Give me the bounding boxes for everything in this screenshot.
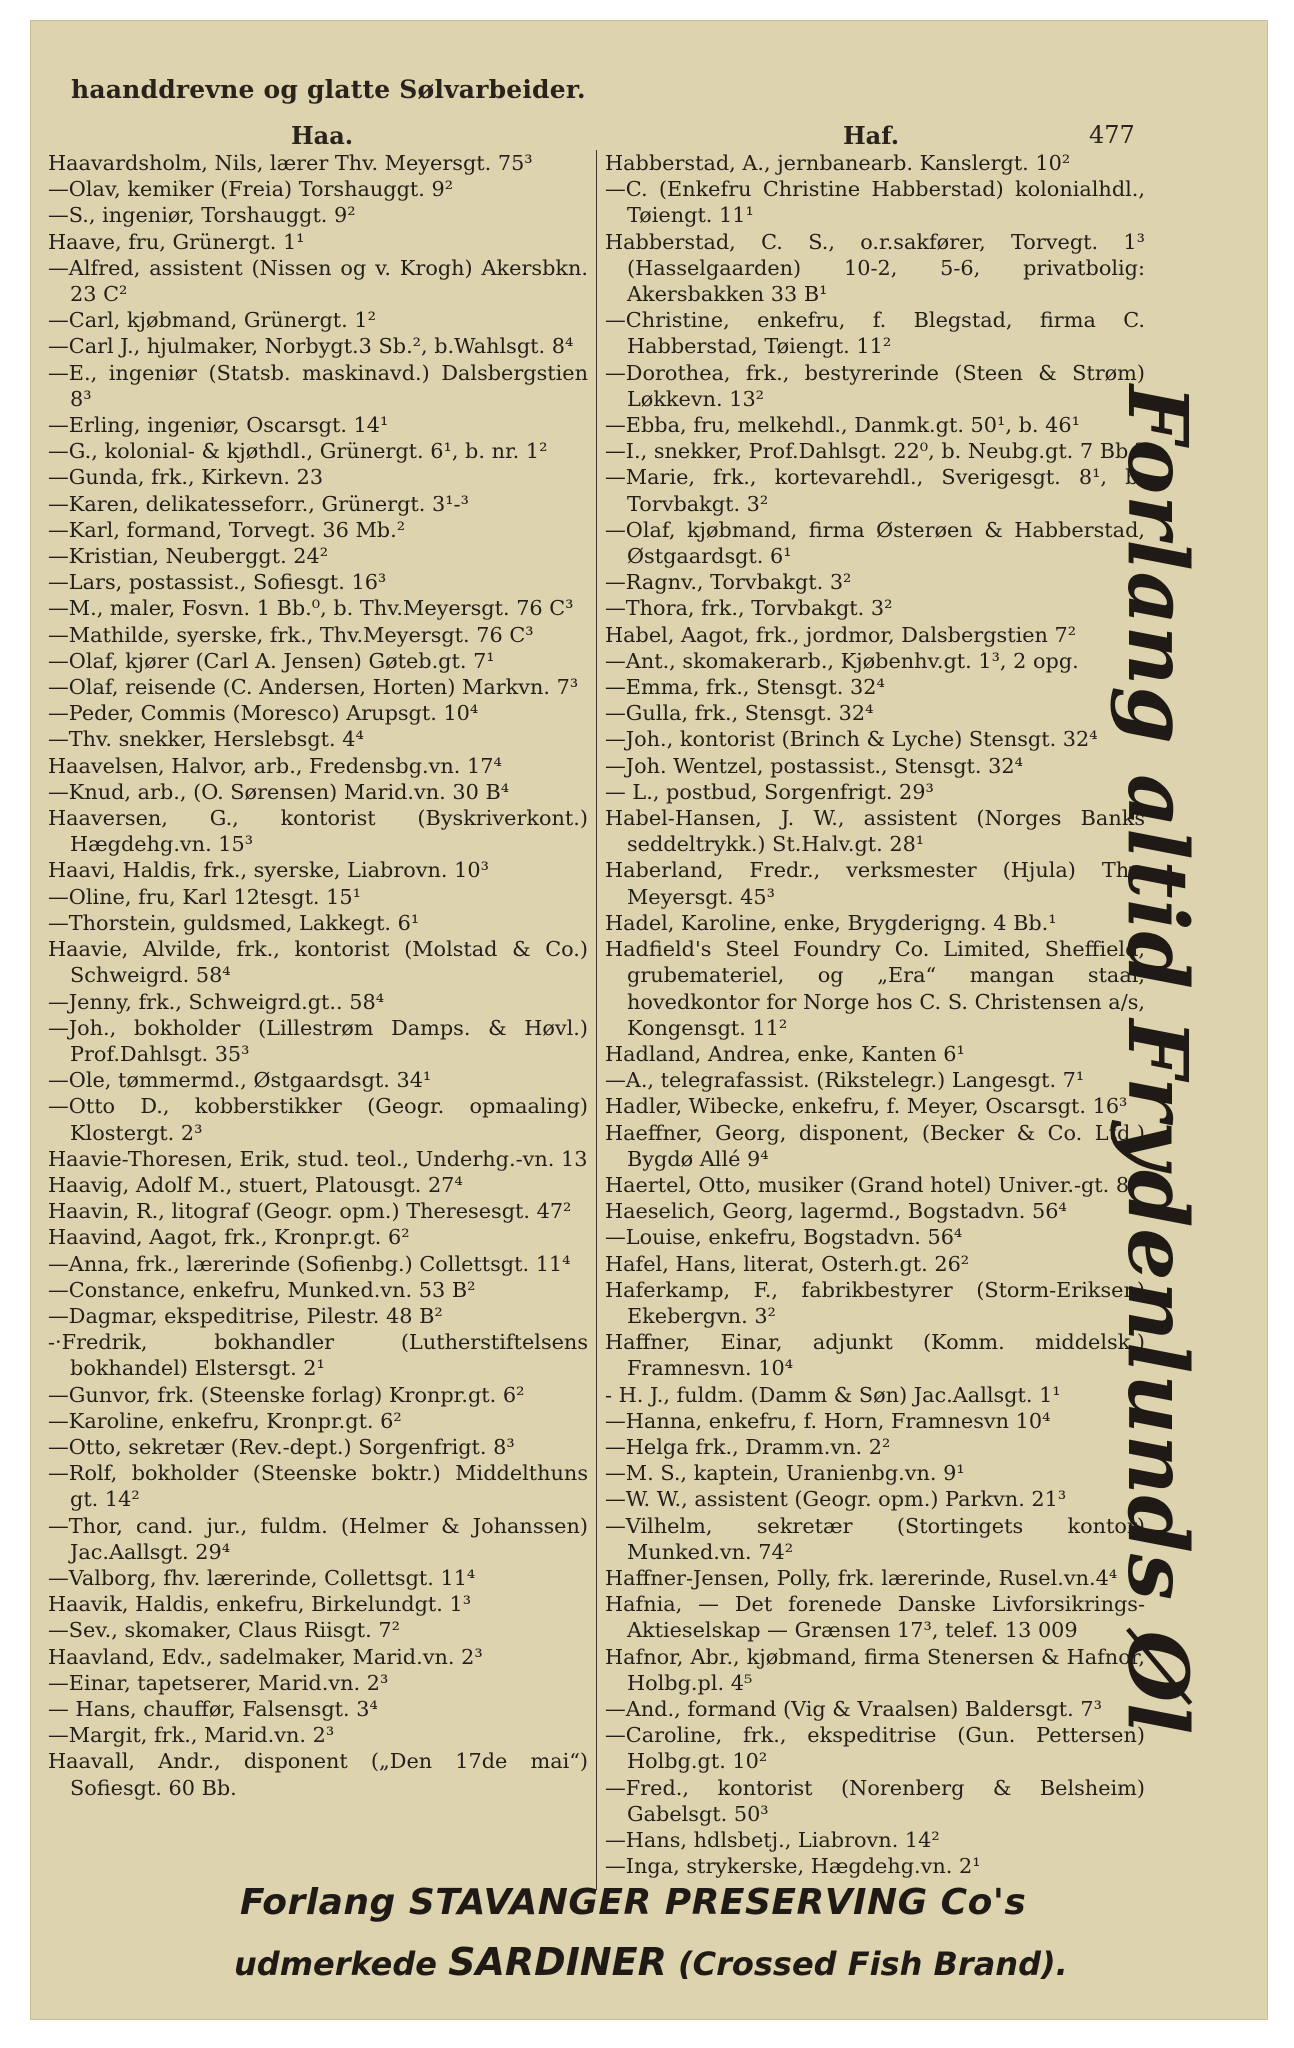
directory-entry: Hafnor, Abr., kjøbmand, firma Stenersen & Hafnor, Holbg.pl. 4⁵	[605, 1644, 1145, 1695]
directory-entry: Haavik, Haldis, enkefru, Birkelundgt. 1³	[48, 1592, 472, 1617]
directory-entry: —Ebba, fru, melkehdl., Danmk.gt. 50¹, b. 46¹	[605, 413, 1080, 438]
directory-entry: —Otto D., kobberstikker (Geogr. opmaaling) Klostergt. 2³	[48, 1094, 588, 1145]
directory-entry: Habel, Aagot, frk., jordmor, Dalsbergstien 7²	[605, 622, 1077, 647]
directory-entry: —W. W., assistent (Geogr. opm.) Parkvn. 21³	[605, 1487, 1067, 1512]
directory-entry: Haavig, Adolf M., stuert, Platousgt. 27⁴	[48, 1172, 463, 1197]
header-right: Haf.	[843, 121, 900, 150]
directory-entry: Haavelsen, Halvor, arb., Fredensbg.vn. 17⁴	[48, 753, 502, 778]
directory-entry: —Olaf, kjører (Carl A. Jensen) Gøteb.gt. 7¹	[48, 648, 495, 673]
directory-entry: —Erling, ingeniør, Oscarsgt. 14¹	[48, 413, 389, 438]
bottom-ad-line2	[234, 1940, 1068, 1984]
directory-entry: —Marie, frk., kortevarehdl., Sverigesgt. 8¹, b. Torvbakgt. 3²	[605, 465, 1145, 516]
directory-entry: —Christine, enkefru, f. Blegstad, firma C. Habberstad, Tøiengt. 11²	[605, 308, 1145, 359]
directory-entry: —Caroline, frk., ekspeditrise (Gun. Pettersen) Holbg.gt. 10²	[605, 1723, 1145, 1774]
bottom-ad-suffix: (Crossed Fish Brand).	[678, 1945, 1068, 1983]
directory-entry: — L., postbud, Sorgenfrigt. 29³	[605, 779, 934, 804]
bottom-ad-main: SARDINER	[448, 1940, 667, 1984]
directory-entry: —Joh. Wentzel, postassist., Stensgt. 32⁴	[605, 753, 1023, 778]
header-left: Haa.	[291, 121, 354, 150]
directory-entry: —Inga, strykerske, Hægdehg.vn. 2¹	[605, 1854, 981, 1879]
directory-entry: —Thv. snekker, Herslebsgt. 4⁴	[48, 727, 364, 752]
vertical-ad	[1082, 384, 1232, 1736]
directory-entry: Habberstad, A., jernbanearb. Kanslergt. 10²	[605, 151, 1071, 175]
directory-entry: Hadel, Karoline, enke, Brygderigng. 4 Bb.¹	[605, 910, 1057, 935]
directory-entry: Hafel, Hans, literat, Osterh.gt. 26²	[605, 1251, 970, 1276]
directory-entry: Hadfield's Steel Foundry Co. Limited, Sheffield, grubemateriel, og „Era“ mangan staal, hovedkontor for Norge hos C. S. Christensen a/s, Kongensgt. 11²	[605, 937, 1145, 1040]
directory-entry: —Thora, frk., Torvbakgt. 3²	[605, 596, 893, 621]
directory-entry: —Sev., skomaker, Claus Riisgt. 7²	[48, 1618, 400, 1643]
directory-entry: - H. J., fuldm. (Damm & Søn) Jac.Aallsgt. 1¹	[605, 1382, 1061, 1407]
directory-entry: —Alfred, assistent (Nissen og v. Krogh) Akersbkn. 23 C²	[48, 255, 588, 307]
directory-entry: —Ant., skomakerarb., Kjøbenhv.gt. 1³, 2 opg.	[605, 648, 1079, 673]
directory-entry: Habel-Hansen, J. W., assistent (Norges Banks seddeltrykk.) St.Halv.gt. 28¹	[605, 806, 1145, 857]
directory-entry: —E., ingeniør (Statsb. maskinavd.) Dalsbergstien 8³	[48, 360, 588, 411]
bottom-ad-line1: Forlang STAVANGER PRESERVING Co's	[240, 1882, 1027, 1923]
directory-entry: Haffner-Jensen, Polly, frk. lærerinde, Rusel.vn.4⁴	[605, 1565, 1118, 1590]
directory-entry: Haberland, Fredr., verksmester (Hjula) Thv. Meyersgt. 45³	[605, 858, 1145, 909]
directory-entry: —Anna, frk., lærerinde (Sofienbg.) Collettsgt. 11⁴	[48, 1251, 571, 1276]
directory-entry: Haeselich, Georg, lagermd., Bogstadvn. 56⁴	[605, 1199, 1067, 1224]
directory-entry: Habberstad, C. S., o.r.sakfører, Torvegt. 1³ (Hasselgaarden) 10-2, 5-6, privatbolig: Akersbakken 33 B¹	[605, 229, 1145, 307]
directory-entry: Haffner, Einar, adjunkt (Komm. middelsk.) Framnesvn. 10⁴	[605, 1330, 1145, 1381]
directory-entry: —Olav, kemiker (Freia) Torshauggt. 9²	[48, 177, 454, 202]
directory-entry: —I., snekker, Prof.Dahlsgt. 22⁰, b. Neubg.gt. 7 Bb.²	[605, 439, 1144, 464]
directory-entry: —C. (Enkefru Christine Habberstad) kolonialhdl., Tøiengt. 11¹	[605, 177, 1145, 228]
directory-entry: —Gunvor, frk. (Steenske forlag) Kronpr.gt. 6²	[48, 1382, 525, 1407]
directory-entry: —Olaf, kjøbmand, firma Østerøen & Habberstad, Østgaardsgt. 6¹	[605, 517, 1145, 569]
directory-entry: —Hanna, enkefru, f. Horn, Framnesvn 10⁴	[605, 1408, 1051, 1433]
directory-entry: —Vilhelm, sekretær (Stortingets kontor) Munked.vn. 74²	[605, 1513, 1145, 1564]
directory-entry: —Dagmar, ekspeditrise, Pilestr. 48 B²	[48, 1303, 443, 1328]
directory-entry: Haavardsholm, Nils, lærer Thv. Meyersgt. 75³	[48, 151, 533, 175]
directory-entry: —Karoline, enkefru, Kronpr.gt. 6²	[48, 1408, 402, 1433]
directory-entry: —Olaf, reisende (C. Andersen, Horten) Markvn. 7³	[48, 675, 579, 700]
directory-entry: —G., kolonial- & kjøthdl., Grünergt. 6¹, b. nr. 1²	[48, 439, 548, 464]
directory-entry: —A., telegrafassist. (Rikstelegr.) Langesgt. 7¹	[605, 1068, 1085, 1093]
directory-entry: Haavie, Alvilde, frk., kontorist (Molstad & Co.) Schweigrd. 58⁴	[48, 937, 588, 988]
directory-entry: — Hans, chauffør, Falsensgt. 3⁴	[48, 1696, 378, 1721]
directory-entry: —Carl J., hjulmaker, Norbygt.3 Sb.², b.Wahlsgt. 8⁴	[48, 334, 574, 359]
directory-entry: Haavland, Edv., sadelmaker, Marid.vn. 2³	[48, 1644, 483, 1669]
directory-entry: Haferkamp, F., fabrikbestyrer (Storm-Eriksen) Ekebergvn. 3²	[605, 1277, 1145, 1328]
directory-entry: Haavin, R., litograf (Geogr. opm.) Theresesgt. 47²	[48, 1199, 572, 1224]
directory-entry: —Ragnv., Torvbakgt. 3²	[605, 570, 852, 595]
directory-entry: —Carl, kjøbmand, Grünergt. 1²	[48, 308, 376, 333]
directory-entry: —Mathilde, syerske, frk., Thv.Meyersgt. 76 C³	[48, 622, 534, 647]
bottom-ad-prefix: udmerkede	[234, 1945, 437, 1983]
directory-entry: —Karl, formand, Torvegt. 36 Mb.²	[48, 517, 406, 542]
directory-entry: —Helga frk., Dramm.vn. 2²	[605, 1434, 891, 1459]
directory-entry: —Joh., kontorist (Brinch & Lyche) Stensgt. 32⁴	[605, 727, 1098, 752]
directory-entry: —And., formand (Vig & Vraalsen) Baldersgt. 7³	[605, 1696, 1102, 1721]
top-line: haanddrevne og glatte Sølvarbeider.	[71, 75, 586, 104]
directory-entry: —Gulla, frk., Stensgt. 32⁴	[605, 701, 874, 726]
directory-entry: Hadler, Wibecke, enkefru, f. Meyer, Oscarsgt. 16³	[605, 1094, 1128, 1119]
directory-entry: —Oline, fru, Karl 12tesgt. 15¹	[48, 884, 361, 909]
directory-entry: Haavie-Thoresen, Erik, stud. teol., Underhg.-vn. 13	[48, 1146, 588, 1171]
directory-entry: —Jenny, frk., Schweigrd.gt.. 58⁴	[48, 989, 385, 1014]
vertical-ad-text: Forlang altid Frydenlunds Øl	[1109, 384, 1205, 1736]
directory-entry: —Ole, tømmermd., Østgaardsgt. 34¹	[48, 1068, 432, 1093]
directory-entry: Hadland, Andrea, enke, Kanten 6¹	[605, 1041, 965, 1066]
directory-entry: —Louise, enkefru, Bogstadvn. 56⁴	[605, 1225, 963, 1250]
directory-entry: -·Fredrik, bokhandler (Lutherstiftelsens bokhandel) Elstersgt. 2¹	[48, 1330, 588, 1381]
directory-entry: —Peder, Commis (Moresco) Arupsgt. 10⁴	[48, 701, 479, 726]
directory-entry: —Emma, frk., Stensgt. 32⁴	[605, 675, 885, 700]
directory-entry: —Thorstein, guldsmed, Lakkegt. 6¹	[48, 910, 420, 935]
directory-entry: —Kristian, Neuberggt. 24²	[48, 544, 329, 569]
page-number: 477	[1089, 121, 1135, 149]
directory-entry: Haavind, Aagot, frk., Kronpr.gt. 6²	[48, 1225, 410, 1250]
directory-entry: Haeffner, Georg, disponent, (Becker & Co. Ltd.) Bygdø Allé 9⁴	[605, 1120, 1145, 1171]
directory-entry: —Rolf, bokholder (Steenske boktr.) Middelthuns gt. 14²	[48, 1461, 588, 1512]
directory-entry: —M., maler, Fosvn. 1 Bb.⁰, b. Thv.Meyersgt. 76 C³	[48, 596, 574, 621]
directory-entry: —Fred., kontorist (Norenberg & Belsheim) Gabelsgt. 50³	[605, 1775, 1145, 1826]
directory-entry: —Joh., bokholder (Lillestrøm Damps. & Høvl.) Prof.Dahlsgt. 35³	[48, 1015, 588, 1066]
directory-entry: —Margit, frk., Marid.vn. 2³	[48, 1723, 335, 1748]
directory-entry: Haertel, Otto, musiker (Grand hotel) Univer.-gt. 8³	[605, 1172, 1138, 1197]
directory-entry: —Dorothea, frk., bestyrerinde (Steen & Strøm) Løkkevn. 13²	[605, 360, 1145, 411]
directory-entry: —M. S., kaptein, Uranienbg.vn. 9¹	[605, 1461, 965, 1486]
directory-entry: —Karen, delikatesseforr., Grünergt. 3¹-³	[48, 491, 469, 516]
directory-entry: —Otto, sekretær (Rev.-dept.) Sorgenfrigt. 8³	[48, 1434, 515, 1459]
directory-entry: Haavall, Andr., disponent („Den 17de mai“) Sofiesgt. 60 Bb.	[48, 1749, 588, 1800]
directory-entry: Hafnia, — Det forenede Danske Livforsikrings-Aktieselskap — Grænsen 17³, telef. 13 009	[605, 1592, 1145, 1643]
directory-entry: —Lars, postassist., Sofiesgt. 16³	[48, 570, 387, 595]
directory-entry: —Hans, hdlsbetj., Liabrovn. 14²	[605, 1828, 940, 1852]
directory-entry: —Valborg, fhv. lærerinde, Collettsgt. 11⁴	[48, 1565, 476, 1590]
directory-entry: —Thor, cand. jur., fuldm. (Helmer & Johanssen) Jac.Aallsgt. 29⁴	[48, 1513, 588, 1564]
directory-entry: Haaversen, G., kontorist (Byskriverkont.) Hægdehg.vn. 15³	[48, 806, 588, 857]
left-column	[48, 150, 588, 1801]
directory-entry: —Constance, enkefru, Munked.vn. 53 B²	[48, 1277, 476, 1302]
directory-entry: —Einar, tapetserer, Marid.vn. 2³	[48, 1670, 389, 1695]
directory-entry: Haave, fru, Grünergt. 1¹	[48, 229, 305, 254]
directory-entry: —S., ingeniør, Torshauggt. 9²	[48, 203, 356, 228]
directory-entry: —Knud, arb., (O. Sørensen) Marid.vn. 30 B⁴	[48, 779, 510, 804]
right-column	[596, 150, 1145, 1890]
directory-entry: Haavi, Haldis, frk., syerske, Liabrovn. 10³	[48, 858, 489, 883]
directory-entry: —Gunda, frk., Kirkevn. 23	[48, 465, 324, 490]
